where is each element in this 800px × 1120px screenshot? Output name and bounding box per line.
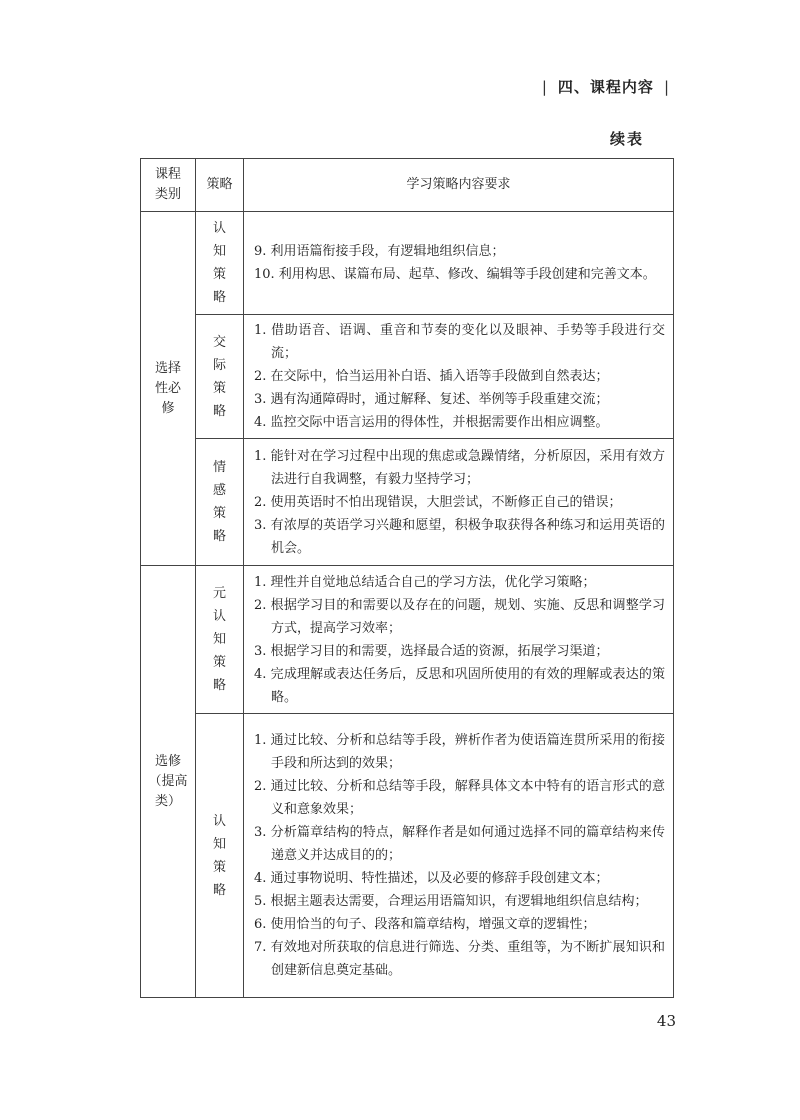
strategy-char: 策 — [212, 655, 226, 670]
strategy-char: 知 — [212, 244, 226, 259]
category-text: 选择性必修 — [154, 360, 181, 416]
table-row — [141, 566, 674, 714]
table-row — [141, 315, 674, 439]
category-cell-elective-advanced — [141, 566, 196, 998]
strategy-char: 知 — [212, 632, 226, 647]
strategy-char: 交 — [212, 334, 226, 350]
requirements-cell — [244, 439, 674, 566]
list-item: 4. 完成理解或表达任务后，反思和巩固所使用的有效的理解或表达的策略。 — [254, 666, 665, 705]
strategy-char: 策 — [212, 267, 226, 282]
header-left-bar: | — [541, 78, 548, 96]
strategy-char: 元 — [212, 586, 226, 601]
category-line: 类） — [154, 793, 181, 809]
list-item: 10. 利用构思、谋篇布局、起草、修改、编辑等手段创建和完善文本。 — [254, 267, 656, 282]
strategy-char: 略 — [212, 529, 226, 544]
table-header-row — [141, 159, 674, 212]
strategy-char: 略 — [212, 882, 226, 898]
list-item: 2. 根据学习目的和需要以及存在的问题，规划、实施、反思和调整学习方式，提高学习效率； — [254, 597, 665, 636]
strategy-char: 策 — [212, 380, 226, 396]
list-item: 1. 能针对在学习过程中出现的焦虑或急躁情绪，分析原因，采用有效方法进行自我调整，有毅力坚持学习； — [254, 448, 665, 487]
strategy-cell — [196, 212, 244, 315]
strategy-char: 略 — [212, 678, 226, 693]
requirements-cell — [244, 315, 674, 439]
list-item: 1. 通过比较、分析和总结等手段，辨析作者为使语篇连贯所采用的衔接手段和所达到的效果； — [254, 733, 665, 771]
section-title: 四、课程内容 — [557, 78, 654, 96]
header-strategy: 策略 — [196, 159, 244, 212]
list-item: 7. 有效地对所获取的信息进行筛选、分类、重组等，为不断扩展知识和创建新信息奠定基础。 — [254, 940, 665, 978]
strategy-char: 略 — [212, 290, 226, 305]
list-item: 5. 根据主题表达需要，合理运用语篇知识，有逻辑地组织信息结构； — [254, 894, 648, 909]
category-cell-elective-required — [141, 212, 196, 566]
strategy-char: 知 — [212, 836, 226, 852]
continued-label: 续表 — [609, 130, 644, 148]
table-row — [141, 439, 674, 566]
page-number: 43 — [656, 1012, 676, 1030]
list-item: 3. 根据学习目的和需要，选择最合适的资源，拓展学习渠道； — [254, 643, 609, 659]
strategy-char: 认 — [212, 813, 226, 829]
header-right-bar: | — [663, 78, 670, 96]
category-line: （提高 — [148, 773, 188, 789]
list-item: 3. 遇有沟通障碍时，通过解释、复述、举例等手段重建交流； — [254, 392, 609, 407]
list-item: 2. 在交际中，恰当运用补白语、插入语等手段做到自然表达； — [254, 369, 609, 384]
running-header — [532, 76, 680, 97]
list-item: 1. 借助语音、语调、重音和节奏的变化以及眼神、手势等手段进行交流； — [254, 323, 665, 361]
strategy-char: 情 — [212, 460, 226, 475]
table-row — [141, 714, 674, 998]
list-item: 1. 理性并自觉地总结适合自己的学习方法，优化学习策略； — [254, 574, 596, 590]
strategy-cell — [196, 439, 244, 566]
header-category-text: 课程类别 — [154, 167, 181, 202]
strategy-char: 策 — [212, 506, 226, 521]
list-item: 6. 使用恰当的句子、段落和篇章结构，增强文章的逻辑性； — [254, 917, 596, 932]
list-item: 4. 通过事物说明、特性描述，以及必要的修辞手段创建文本； — [254, 871, 609, 886]
list-item: 9. 利用语篇衔接手段，有逻辑地组织信息； — [254, 244, 505, 259]
strategy-char: 略 — [212, 403, 226, 419]
header-category — [141, 159, 196, 212]
list-item: 2. 使用英语时不怕出现错误，大胆尝试，不断修正自己的错误； — [254, 494, 622, 510]
requirements-cell — [244, 714, 674, 998]
list-item: 3. 分析篇章结构的特点，解释作者是如何通过选择不同的篇章结构来传递意义并达成目的的； — [254, 825, 665, 863]
strategy-char: 认 — [212, 221, 226, 236]
strategy-cell — [196, 566, 244, 714]
strategy-char: 认 — [212, 609, 226, 624]
category-line: 选修 — [154, 753, 181, 769]
list-item: 2. 通过比较、分析和总结等手段，解释具体文本中特有的语言形式的意义和意象效果； — [254, 779, 665, 817]
strategy-char: 际 — [212, 357, 226, 373]
list-item: 4. 监控交际中语言运用的得体性，并根据需要作出相应调整。 — [254, 415, 609, 430]
strategy-cell — [196, 315, 244, 439]
strategy-char: 感 — [212, 483, 226, 498]
list-item: 3. 有浓厚的英语学习兴趣和愿望，积极争取获得各种练习和运用英语的机会。 — [254, 517, 665, 556]
strategy-table — [140, 158, 674, 998]
requirements-cell — [244, 212, 674, 315]
table-row — [141, 212, 674, 315]
strategy-char: 策 — [212, 859, 226, 875]
requirements-cell — [244, 566, 674, 714]
header-requirements: 学习策略内容要求 — [244, 159, 674, 212]
strategy-cell — [196, 714, 244, 998]
